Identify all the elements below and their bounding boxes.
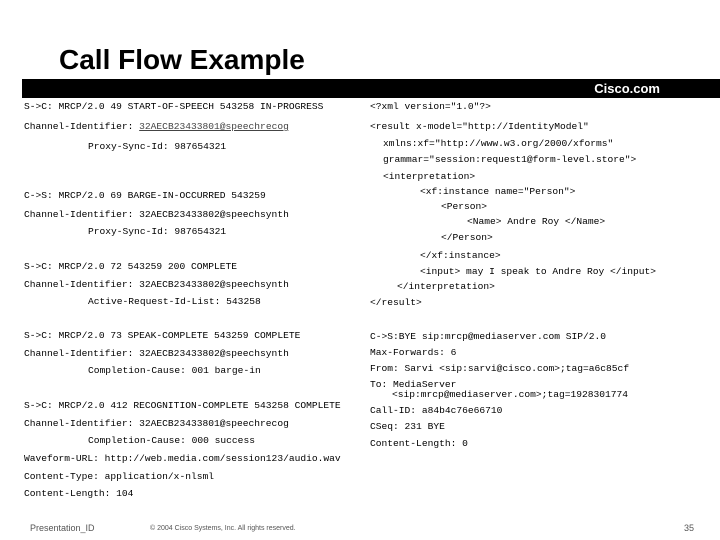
left-line-channel-id-5: Channel-Identifier: 32AECB23433801@speechrecog [24,418,289,429]
xml-line-name: <Name> Andre Roy </Name> [467,216,606,227]
left-line-channel-id-4: Channel-Identifier: 32AECB23433802@speechsynth [24,348,289,359]
left-line-channel-id-3: Channel-Identifier: 32AECB23433802@speechsynth [24,279,289,290]
sip-line-from: From: Sarvi <sip:sarvi@cisco.com>;tag=a6c85cf [370,363,630,374]
sip-line-bye: C->S:BYE sip:mrcp@mediaserver.com SIP/2.0 [370,331,607,342]
left-line-content-type: Content-Type: application/x-nlsml [24,471,214,482]
xml-line-declaration: <?xml version="1.0"?> [370,101,491,112]
xml-line-input: <input> may I speak to Andre Roy </input> [420,266,657,277]
left-line-start-of-speech: S->C: MRCP/2.0 49 START-OF-SPEECH 543258 IN-PROGRESS [24,101,324,112]
xml-line-grammar: grammar="session:request1@form-level.store"> [383,154,637,165]
sip-line-call-id: Call-ID: a84b4c76e66710 [370,405,503,416]
left-line-completion-cause-1: Completion-Cause: 001 barge-in [88,365,261,376]
channel-identifier-link[interactable]: 32AECB23433801@speechrecog [139,121,289,132]
left-line-active-request: Active-Request-Id-List: 543258 [88,296,261,307]
xml-line-interpretation-close: </interpretation> [397,281,495,292]
sip-line-content-length: Content-Length: 0 [370,438,468,449]
xml-line-result-open: <result x-model="http://IdentityModel" [370,121,589,132]
xml-line-instance-close: </xf:instance> [420,250,501,261]
sip-line-max-forwards: Max-Forwards: 6 [370,347,457,358]
left-line-completion-cause-2: Completion-Cause: 000 success [88,435,255,446]
sip-line-cseq: CSeq: 231 BYE [370,421,445,432]
left-line-recognition-complete: S->C: MRCP/2.0 412 RECOGNITION-COMPLETE 543258 COMPLETE [24,400,341,411]
sip-line-to: To: MediaServer [370,379,457,390]
left-line-barge-in: C->S: MRCP/2.0 69 BARGE-IN-OCCURRED 543259 [24,190,266,201]
slide-title: Call Flow Example [59,44,305,75]
footer-copyright: © 2004 Cisco Systems, Inc. All rights reserved. [150,525,296,532]
xml-line-instance-open: <xf:instance name="Person"> [420,186,576,197]
footer-page-number: 35 [683,523,694,533]
xml-line-person-close: </Person> [441,232,493,243]
left-line-content-length: Content-Length: 104 [24,488,134,499]
xml-line-person-open: <Person> [441,201,488,212]
brand-label: Cisco.com [594,81,660,96]
xml-line-interpretation-open: <interpretation> [383,171,476,182]
left-line-proxy-sync-1: Proxy-Sync-Id: 987654321 [88,141,227,152]
left-line-waveform-url: Waveform-URL: http://web.media.com/session123/audio.wav [24,453,341,464]
xml-line-xmlns: xmlns:xf="http://www.w3.org/2000/xforms" [383,138,614,149]
left-line-channel-id-2: Channel-Identifier: 32AECB23433802@speechsynth [24,209,289,220]
footer-presentation-id: Presentation_ID [30,523,95,533]
left-line-complete: S->C: MRCP/2.0 72 543259 200 COMPLETE [24,261,238,272]
left-line-proxy-sync-2: Proxy-Sync-Id: 987654321 [88,226,227,237]
left-line-channel-id-1: Channel-Identifier: 32AECB23433801@speechrecog [24,121,289,132]
left-line-speak-complete: S->C: MRCP/2.0 73 SPEAK-COMPLETE 543259 COMPLETE [24,330,301,341]
xml-line-result-close: </result> [370,297,422,308]
sip-line-to-uri: <sip:mrcp@mediaserver.com>;tag=1928301774 [392,389,629,400]
